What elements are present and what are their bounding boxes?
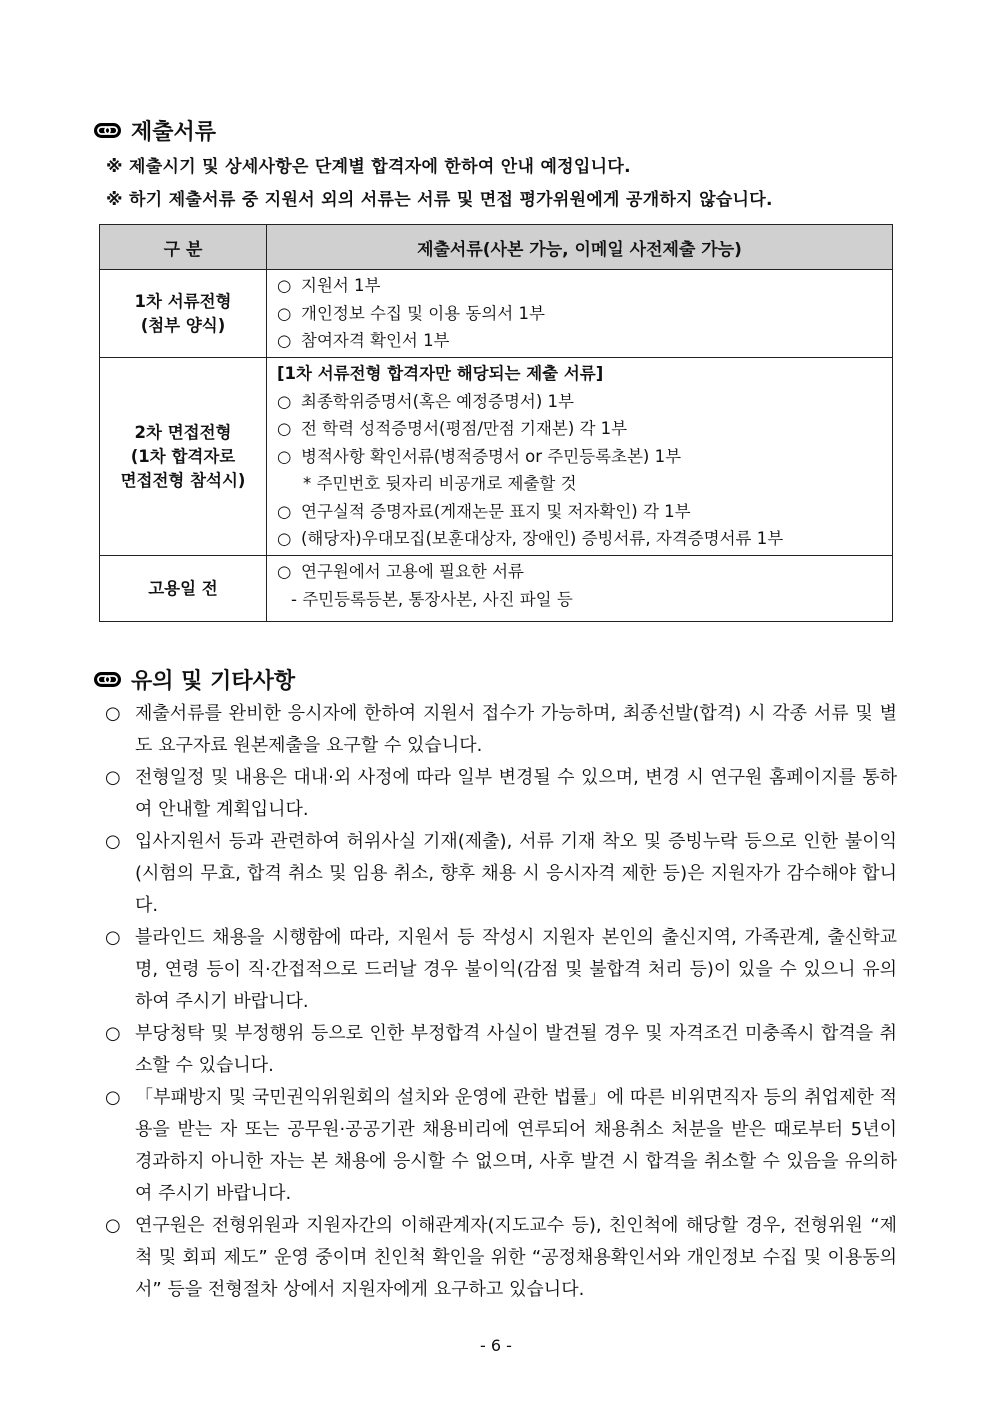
list-item: ○ 지원서 1부	[277, 276, 381, 295]
section-header-notes	[94, 664, 295, 695]
stage-cell: 고용일 전	[100, 556, 267, 622]
link-icon	[94, 672, 121, 687]
section-header-documents	[94, 115, 216, 146]
list-item: ○ 연구원은 전형위원과 지원자간의 이해관계자(지도교수 등), 친인척에 해당할 경우, 전형위원 “제척 및 회피 제도” 운영 중이며 친인척 확인을 위한 “공정채용확인서와 개인정보 수집 및 이용동의서” 등을 전형절차 상에서 지원자에게 요구하고 있습니다.	[105, 1215, 897, 1300]
list-item: ○ 개인정보 수집 및 이용 동의서 1부	[277, 303, 545, 323]
list-item: ○ 전 학력 성적증명서(평점/만점 기재본) 각 1부	[277, 419, 628, 438]
list-item: ○ 연구실적 증명자료(게재논문 표지 및 저자확인) 각 1부	[277, 501, 691, 521]
table-row	[100, 358, 893, 556]
documents-table	[99, 224, 893, 622]
stage-cell: 2차 면접전형 (1차 합격자로 면접전형 참석시)	[100, 358, 267, 556]
table-row	[100, 556, 893, 622]
link-icon	[94, 123, 121, 138]
header-category: 구 분	[100, 225, 267, 270]
stage-cell: 1차 서류전형 (첨부 양식)	[100, 270, 267, 358]
table-header-row	[100, 225, 893, 270]
sub-note: * 주민번호 뒷자리 비공개로 제출할 것	[303, 474, 577, 493]
list-item: ○ 연구원에서 고용에 필요한 서류	[277, 562, 524, 581]
note-line: ※ 하기 제출서류 중 지원서 외의 서류는 서류 및 면접 평가위원에게 공개하지 않습니다.	[106, 190, 773, 210]
items-cell	[267, 358, 893, 556]
list-item: ○ (해당자)우대모집(보훈대상자, 장애인) 증빙서류, 자격증명서류 1부	[277, 529, 784, 548]
list-item: ○ 병적사항 확인서류(병적증명서 or 주민등록초본) 1부	[277, 446, 682, 466]
list-item: ○ 블라인드 채용을 시행함에 따라, 지원서 등 작성시 지원자 본인의 출신지역, 가족관계, 출신학교명, 연령 등이 직·간접적으로 드러날 경우 불이익(감점 및 불합격 처리 등)이 있을 수 있으니 유의하여 주시기 바랍니다.	[105, 927, 897, 1012]
sub-note: - 주민등록등본, 통장사본, 사진 파일 등	[291, 589, 573, 609]
header-documents: 제출서류(사본 가능, 이메일 사전제출 가능)	[267, 225, 893, 270]
list-item: ○ 제출서류를 완비한 응시자에 한하여 지원서 접수가 가능하며, 최종선발(합격) 시 각종 서류 및 별도 요구자료 원본제출을 요구할 수 있습니다.	[105, 703, 897, 756]
section-title: 유의 및 기타사항	[131, 669, 296, 694]
list-item: ○ 최종학위증명서(혹은 예정증명서) 1부	[277, 391, 574, 411]
list-item: ○ 「부패방지 및 국민권익위원회의 설치와 운영에 관한 법률」에 따른 비위면직자 등의 취업제한 적용을 받는 자 또는 공무원·공공기관 채용비리에 연루되어 채용취소 처분을 받은 때로부터 5년이 경과하지 아니한 자는 본 채용에 응시할 수 없으며, 사후 발견 시 합격을 취소할 수 있음을 유의하여 주시기 바랍니다.	[105, 1087, 897, 1204]
list-item: ○ 참여자격 확인서 1부	[277, 331, 450, 350]
list-item: ○ 입사지원서 등과 관련하여 허위사실 기재(제출), 서류 기재 착오 및 증빙누락 등으로 인한 불이익(시험의 무효, 합격 취소 및 임용 취소, 향후 채용 시 응시자격 제한 등)은 지원자가 감수해야 합니다.	[105, 831, 897, 916]
page-number: - 6 -	[480, 1336, 512, 1355]
notes-list	[105, 698, 897, 1306]
note-line: ※ 제출시기 및 상세사항은 단계별 합격자에 한하여 안내 예정입니다.	[106, 157, 631, 177]
list-item: ○ 전형일정 및 내용은 대내·외 사정에 따라 일부 변경될 수 있으며, 변경 시 연구원 홈페이지를 통하여 안내할 계획입니다.	[105, 767, 897, 820]
sub-heading: [1차 서류전형 합격자만 해당되는 제출 서류]	[277, 364, 604, 383]
list-item: ○ 부당청탁 및 부정행위 등으로 인한 부정합격 사실이 발견될 경우 및 자격조건 미충족시 합격을 취소할 수 있습니다.	[105, 1023, 897, 1076]
items-cell	[267, 270, 893, 358]
section-title: 제출서류	[131, 120, 217, 145]
items-cell	[267, 556, 893, 622]
table-row	[100, 270, 893, 358]
